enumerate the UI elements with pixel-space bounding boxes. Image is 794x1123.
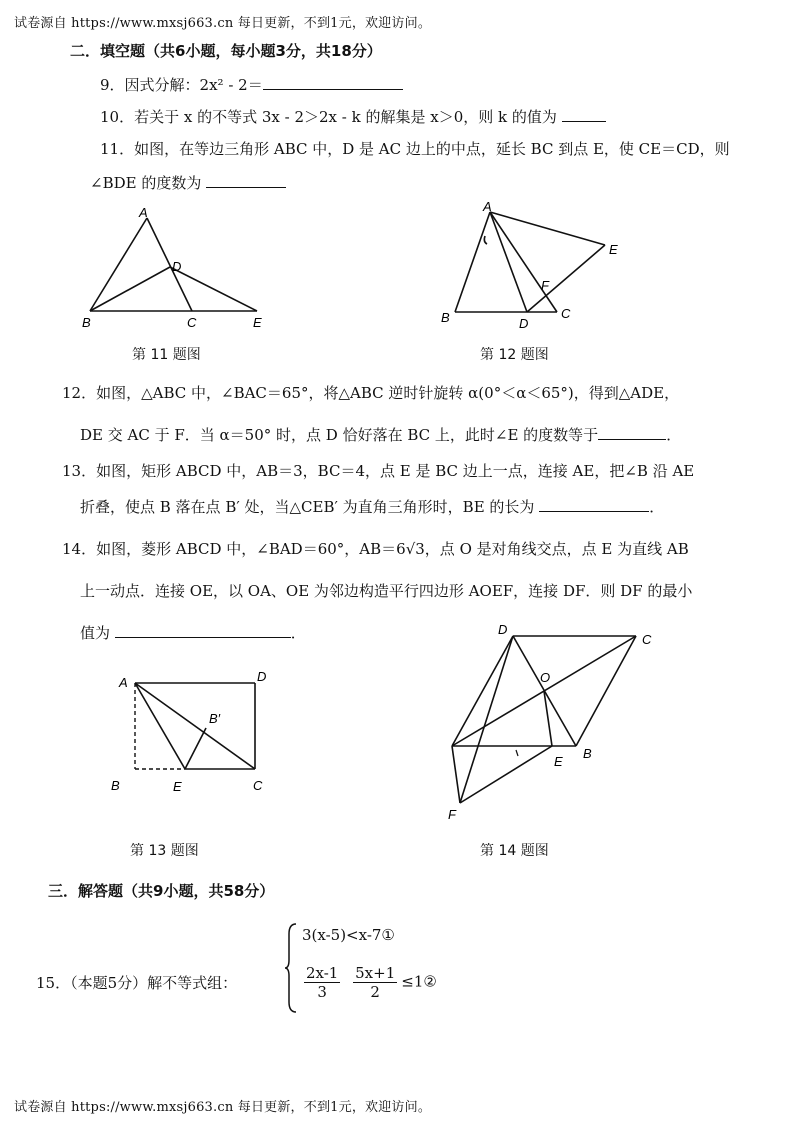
question-14-text: 值为: [80, 624, 111, 642]
fig13-segment-eb2: [185, 728, 206, 769]
fig14-segment-df: [460, 636, 513, 803]
question-13-line2: 折叠，使点 B 落在点 B′ 处，当△CEB′ 为直角三角形时，BE 的长为 ．: [80, 498, 665, 516]
question-9-text: 9．因式分解：2x² - 2＝: [100, 76, 263, 94]
q15-fraction-1: [304, 964, 340, 1001]
q15-frac2-numerator: 5x+1: [355, 964, 396, 982]
fig14-label-e: E: [554, 754, 563, 769]
q15-frac2-denominator: 2: [370, 983, 380, 1001]
fig11-label-a: A: [139, 205, 148, 220]
fig12-side-de: [527, 245, 605, 312]
answer-blank-10[interactable]: [562, 107, 606, 122]
answer-blank-11[interactable]: [206, 173, 286, 188]
fig12-label-b: B: [441, 310, 450, 325]
q15-inequality-2-tail: ≤1②: [401, 972, 437, 991]
fig12-label-e: E: [609, 242, 618, 257]
fig11-label-e: E: [253, 315, 262, 330]
q15-frac1-numerator: 2x-1: [306, 964, 339, 982]
question-12-line1: 12．如图，△ABC 中，∠BAC＝65°，将△ABC 逆时针旋转 α(0°＜α＜65°)，得到△ADE，: [62, 384, 680, 402]
q15-inequality-2: [300, 964, 437, 1001]
q15-frac1-denominator: 3: [317, 983, 327, 1001]
answer-blank-14[interactable]: [115, 623, 291, 638]
figure-13: [105, 665, 275, 795]
fig14-label-b: B: [583, 746, 592, 761]
fig14-segment-af: [452, 746, 460, 803]
fig12-side-ac: [490, 212, 557, 312]
fig13-label-e: E: [173, 779, 182, 794]
question-14-line2: 上一动点．连接 OE，以 OA、OE 为邻边构造平行四边形 AOEF，连接 DF．则 DF 的最小: [80, 582, 693, 600]
figure-13-caption: 第 13 题图: [130, 843, 199, 859]
fig12-label-f: F: [541, 278, 549, 293]
answer-blank-9[interactable]: [263, 75, 403, 90]
fig11-side-ac: [147, 218, 192, 311]
fig12-side-ae: [490, 212, 605, 245]
fig13-label-c: C: [253, 778, 263, 793]
fig12-side-ad: [490, 212, 527, 312]
fig14-label-c: C: [642, 632, 652, 647]
fig14-segment-fe: [460, 746, 552, 803]
question-11-text: ∠BDE 的度数为: [90, 174, 202, 192]
fig11-side-ab: [90, 218, 147, 311]
answer-blank-13[interactable]: [539, 497, 649, 512]
fig12-label-c: C: [561, 306, 571, 321]
question-12-text: DE 交 AC 于 F．当 α＝50° 时，点 D 恰好落在 BC 上，此时∠E 的度数等于: [80, 426, 599, 444]
fig11-label-d: D: [172, 259, 182, 274]
question-13-line1: 13．如图，矩形 ABCD 中，AB＝3，BC＝4，点 E 是 BC 边上一点，连接 AE，把∠B 沿 AE: [62, 462, 695, 480]
figure-12-caption: 第 12 题图: [480, 347, 549, 363]
fig14-label-o: O: [540, 670, 551, 685]
fig13-label-b: B: [111, 778, 120, 793]
q15-fraction-2: [353, 964, 397, 1001]
figure-14: [440, 620, 665, 825]
fig11-line-bd: [90, 267, 170, 311]
fig12-side-ab: [455, 212, 490, 312]
fig13-label-d: D: [257, 669, 267, 684]
question-13-text: 折叠，使点 B 落在点 B′ 处，当△CEB′ 为直角三角形时，BE 的长为: [80, 498, 535, 516]
figure-14-caption: 第 14 题图: [480, 843, 549, 859]
question-10: [100, 106, 606, 127]
page-header: 试卷源自 https://www.mxsj663.cn 每日更新，不到1元，欢迎访问。: [14, 16, 432, 31]
question-11-line2: [90, 172, 286, 193]
q15-inequality-1: 3(x-5)<x-7①: [302, 926, 395, 944]
question-10-text: 10．若关于 x 的不等式 3x - 2＞2x - k 的解集是 x＞0，则 k 的值为: [100, 108, 557, 126]
fig14-side-cb: [576, 636, 636, 746]
fig12-label-a: A: [483, 199, 492, 214]
fig14-segment-oe: [544, 691, 552, 746]
fig13-diagonal-ac: [135, 683, 255, 769]
question-15-label: 15．（本题5分）解不等式组：: [36, 974, 238, 992]
fig13-label-b-prime: B′: [209, 711, 221, 726]
question-14-line3: 值为 ．: [80, 624, 306, 642]
figure-11: [75, 205, 275, 340]
fig12-angle-mark: [484, 236, 487, 244]
fig14-label-f: F: [448, 807, 456, 822]
question-11-line1: 11．如图，在等边三角形 ABC 中，D 是 AC 边上的中点，延长 BC 到点 E，使 CE＝CD，则: [100, 140, 730, 158]
figure-11-caption: 第 11 题图: [132, 347, 201, 363]
section-3-title: 三．解答题（共9小题，共58分）: [48, 882, 275, 900]
page-footer: 试卷源自 https://www.mxsj663.cn 每日更新，不到1元，欢迎访问。: [14, 1100, 432, 1115]
section-2-title: 二．填空题（共6小题，每小题3分，共18分）: [70, 42, 382, 60]
fig11-line-de: [170, 267, 257, 311]
q15-system-brace: [284, 922, 298, 1014]
fig11-label-b: B: [82, 315, 91, 330]
fig13-fold-ae: [135, 683, 185, 769]
fig11-label-c: C: [187, 315, 197, 330]
fig12-label-d: D: [519, 316, 529, 331]
figure-12: [435, 198, 630, 333]
question-9: [100, 74, 403, 95]
fig13-label-a: A: [119, 675, 128, 690]
fig14-tick-mark: [516, 750, 518, 756]
question-12-line2: DE 交 AC 于 F．当 α＝50° 时，点 D 恰好落在 BC 上，此时∠E 的度数等于 ．: [80, 426, 682, 444]
fig14-label-d: D: [498, 622, 508, 637]
question-14-line1: 14．如图，菱形 ABCD 中，∠BAD＝60°，AB＝6√3，点 O 是对角线交点，点 E 为直线 AB: [62, 540, 689, 558]
answer-blank-12[interactable]: [598, 425, 666, 440]
